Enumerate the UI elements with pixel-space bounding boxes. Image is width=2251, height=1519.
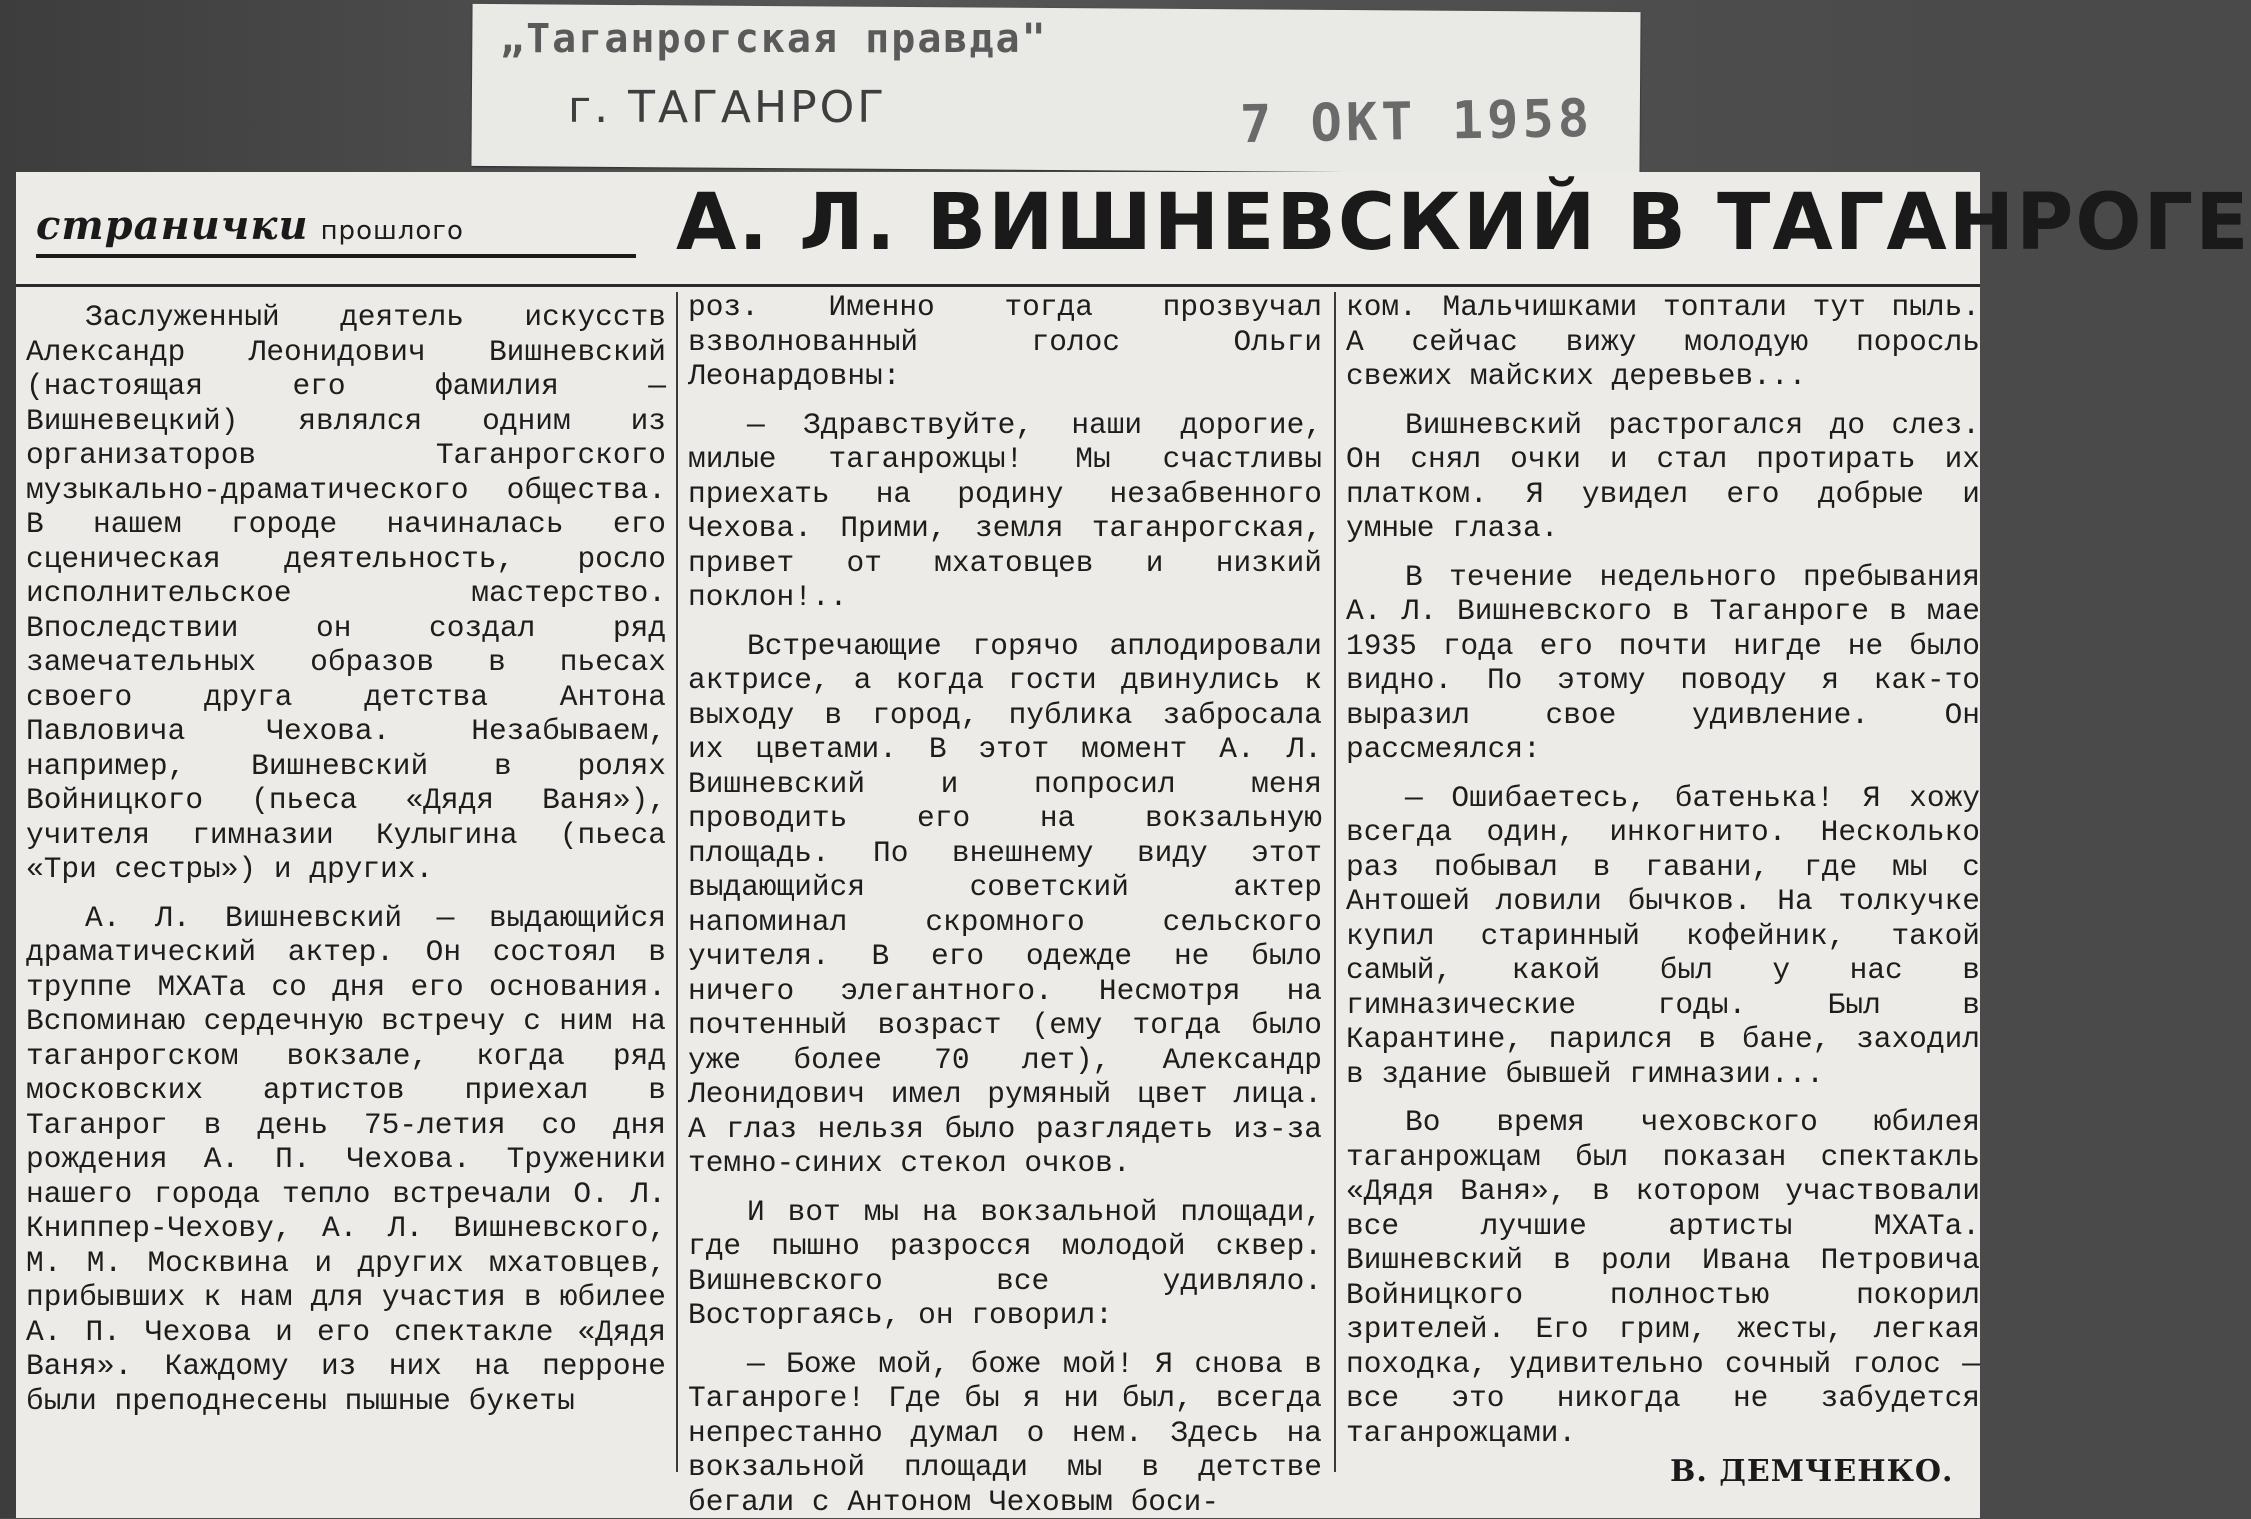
newspaper-name: „Таганрогская правда" [500, 16, 1048, 62]
paragraph: ком. Мальчишками топтали тут пыль. А сейчас вижу молодую поросль свежих майских деревьев... [1346, 290, 1980, 394]
column-2 [688, 290, 1322, 1500]
newspaper-city: г. ТАГАНРОГ [568, 82, 887, 133]
paragraph: Вишневский растрогался до слез. Он снял очки и стал протирать их платком. Я увидел его добрые и умные глаза. [1346, 408, 1980, 546]
paragraph: — Ошибаетесь, батенька! Я хожу всегда один, инкогнито. Несколько раз побывал в гавани, где мы с Антошей ловили бычков. На толкучке купил старинный кофейник, такой самый, какой был у нас в гимназические годы. Был в Карантине, парился в бане, заходил в здание бывшей гимназии... [1346, 781, 1980, 1092]
date-stamp: 7 ОКТ 1958 [1240, 89, 1594, 155]
rubric-script: странички [36, 202, 309, 249]
paragraph: Во время чеховского юбилея таганрожцам был показан спектакль «Дядя Ваня», в котором участвовали все лучшие артисты МХАТа. Вишневский в роли Ивана Петровича Войницкого полностью покорил зрителей. Его грим, жесты, легкая походка, удивительно сочный голос — все это никогда не забудется таганрожцами. [1346, 1105, 1980, 1450]
paragraph: И вот мы на вокзальной площади, где пышно разросся молодой сквер. Вишневского все удивляло. Восторгаясь, он говорил: [688, 1195, 1322, 1333]
paragraph: Заслуженный деятель искусств Александр Леонидович Вишневский (настоящая его фамилия — Вишневецкий) являлся одним из организаторов Таганрогского музыкально-драматического общества. В нашем городе начиналась его сценическая деятельность, росло исполнительское мастерство. Впоследствии он создал ряд замечательных образов в пьесах своего друга детства Антона Павловича Чехова. Незабываем, например, Вишневский в ролях Войницкого (пьеса «Дядя Ваня»), учителя гимназии Кулыгина (пьеса «Три сестры») и других. [26, 300, 666, 887]
rubric-word: прошлого [321, 216, 464, 246]
column-3 [1346, 290, 1980, 1500]
paragraph: В течение недельного пребывания А. Л. Вишневского в Таганроге в мае 1935 года его почти нигде не было видно. По этому поводу я как-то выразил свое удивление. Он рассмеялся: [1346, 560, 1980, 767]
author-signature: В. ДЕМЧЕНКО. [1670, 1454, 1953, 1489]
article-clipping [16, 172, 1980, 1518]
column-divider [1334, 292, 1336, 1472]
header-rule [16, 284, 1980, 287]
paragraph: — Здравствуйте, наши дорогие, милые таганрожцы! Мы счастливы приехать на родину незабвенного Чехова. Прими, земля таганрогская, привет от мхатовцев и низкий поклон!.. [688, 408, 1322, 615]
paragraph: роз. Именно тогда прозвучал взволнованный голос Ольги Леонардовны: [688, 290, 1322, 394]
paragraph: А. Л. Вишневский — выдающийся драматический актер. Он состоял в труппе МХАТа со дня его основания. Вспоминаю сердечную встречу с ним на таганрогском вокзале, когда ряд московских артистов приехал в Таганрог в день 75-летия со дня рождения А. П. Чехова. Труженики нашего города тепло встречали О. Л. Книппер-Чехову, А. Л. Вишневского, М. М. Москвина и других мхатовцев, прибывших к нам для участия в юбилее А. П. Чехова и его спектакле «Дядя Ваня». Каждому из них на перроне были преподнесены пышные букеты [26, 901, 666, 1419]
paragraph: — Боже мой, боже мой! Я снова в Таганроге! Где бы я ни был, всегда непрестанно думал о нем. Здесь на вокзальной площади мы в детстве бегали с Антоном Чеховым боси- [688, 1347, 1322, 1519]
column-divider [676, 292, 678, 1472]
rubric [36, 202, 464, 249]
paragraph: Встречающие горячо аплодировали актрисе, а когда гости двинулись к выходу в город, публика забросала их цветами. В этот момент А. Л. Вишневский и попросил меня проводить его на вокзальную площадь. По внешнему виду этот выдающийся советский актер напоминал скромного сельского учителя. В его одежде не было ничего элегантного. Несмотря на почтенный возраст (ему тогда было уже более 70 лет), Александр Леонидович имел румяный цвет лица. А глаз нельзя было разглядеть из-за темно-синих стекол очков. [688, 629, 1322, 1181]
column-1 [26, 290, 666, 1510]
article-headline: А. Л. ВИШНЕВСКИЙ В ТАГАНРОГЕ [676, 178, 2251, 268]
masthead-text-area [480, 10, 1640, 168]
rubric-underline [36, 254, 636, 258]
